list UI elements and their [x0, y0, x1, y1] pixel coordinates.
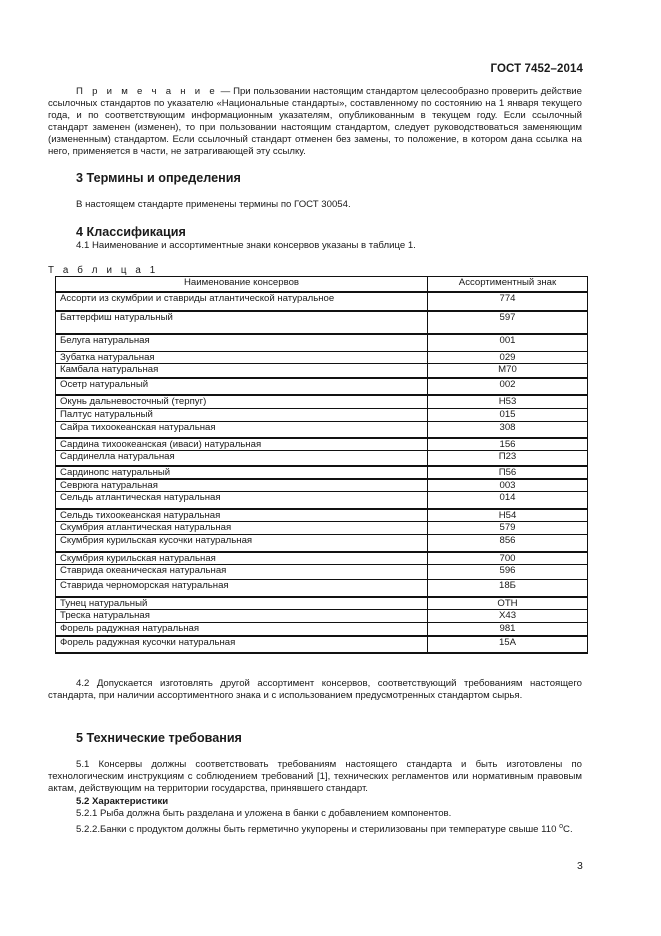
- degree-sign: o: [559, 823, 564, 830]
- table-row: Белуга натуральная 001: [56, 334, 588, 351]
- table-row: Сардина тихоокеанская (иваси) натуральная 156: [56, 438, 588, 451]
- section-3-heading: 3 Термины и определения: [76, 171, 241, 185]
- note-paragraph: [48, 86, 582, 159]
- table-row: Сардинопс натуральный П56: [56, 466, 588, 479]
- table-row: Форель радужная кусочки натуральная 15А: [56, 636, 588, 653]
- column-header-code: Ассортиментный знак: [428, 277, 588, 293]
- table-row: Ставрида океаническая натуральная 596: [56, 565, 588, 580]
- section-5-heading: 5 Технические требования: [76, 731, 242, 745]
- document-code: ГОСТ 7452–2014: [490, 63, 583, 75]
- paragraph-4-2: 4.2 Допускается изготовлять другой ассортимент консервов, соответствующий требованиям настоящего стандарта, при наличии ассортиментного знака и с использованием предусмотренных стандартом сырья.: [48, 678, 582, 702]
- table-row: Сардинелла натуральная П23: [56, 451, 588, 466]
- table-row: Палтус натуральный 015: [56, 408, 588, 421]
- paragraph-5-2-2: [48, 821, 582, 836]
- table-row: Ассорти из скумбрии и ставриды атлантической натуральное 774: [56, 292, 588, 311]
- paragraph-4-1: 4.1 Наименование и ассортиментные знаки консервов указаны в таблице 1.: [76, 240, 416, 251]
- paragraph-5-2-1: 5.2.1 Рыба должна быть разделана и уложена в банки с добавлением компонентов.: [76, 808, 452, 819]
- table-row: Треска натуральная Х43: [56, 610, 588, 623]
- table-row: Севрюга натуральная 003: [56, 479, 588, 492]
- table-row: Тунец натуральный ОТН: [56, 597, 588, 610]
- assortment-table: [55, 276, 588, 654]
- table-row: Осетр натуральный 002: [56, 378, 588, 395]
- subsection-5-2-heading: 5.2 Характеристики: [76, 796, 169, 807]
- table-row: Ставрида черноморская натуральная 18Б: [56, 580, 588, 597]
- table-row: Баттерфиш натуральный 597: [56, 311, 588, 334]
- temperature-unit: С.: [563, 824, 573, 836]
- note-text: — При пользовании настоящим стандартом целесообразно проверить действие ссылочных стандартов по указателю «Национальные стандарты», составленному по состоянию на 1 января текущего года, и по соответствующим информационным указателям, опубликованным в текущем году. Если ссылочный стандарт заменен (изменен), то при пользовании настоящим стандартом, следует руководствоваться заменяющим (измененным) стандартом. Если ссылочный стандарт отменен без замены, то положение, в котором дана ссылка на него, применяется в части, не затрагивающей эту ссылку.: [48, 86, 582, 158]
- table-row: Сельдь тихоокеанская натуральная Н54: [56, 509, 588, 522]
- table-header-row: [56, 277, 588, 293]
- column-header-name: Наименование консервов: [56, 277, 428, 293]
- table-row: Форель радужная натуральная 981: [56, 623, 588, 636]
- note-label: П р и м е ч а н и е: [76, 86, 218, 97]
- table-row: Скумбрия атлантическая натуральная 579: [56, 522, 588, 535]
- page-number: 3: [577, 860, 583, 872]
- table-row: Сайра тихоокеанская натуральная 308: [56, 421, 588, 438]
- table-row: Сельдь атлантическая натуральная 014: [56, 492, 588, 509]
- table-row: Скумбрия курильская натуральная 700: [56, 552, 588, 565]
- paragraph-5-1: 5.1 Консервы должны соответствовать требованиям настоящего стандарта и быть изготовлены по технологическим инструкциям с соблюдением требований [1], технических регламентов или нормативным правовым актам, действующим на территории государства, принявшего стандарт.: [48, 759, 582, 795]
- section-4-heading: 4 Классификация: [76, 225, 186, 239]
- table-row: Скумбрия курильская кусочки натуральная 856: [56, 535, 588, 552]
- section-3-text: В настоящем стандарте применены термины по ГОСТ 30054.: [76, 199, 351, 210]
- table-row: Зубатка натуральная 029: [56, 351, 588, 363]
- table-caption: Т а б л и ц а 1: [48, 265, 159, 276]
- paragraph-5-2-2-text: 5.2.2.Банки с продуктом должны быть герметично укупорены и стерилизованы при температуре свыше 110: [76, 824, 560, 836]
- table-row: Окунь дальневосточный (терпуг) Н53: [56, 395, 588, 408]
- table-row: Камбала натуральная М70: [56, 363, 588, 378]
